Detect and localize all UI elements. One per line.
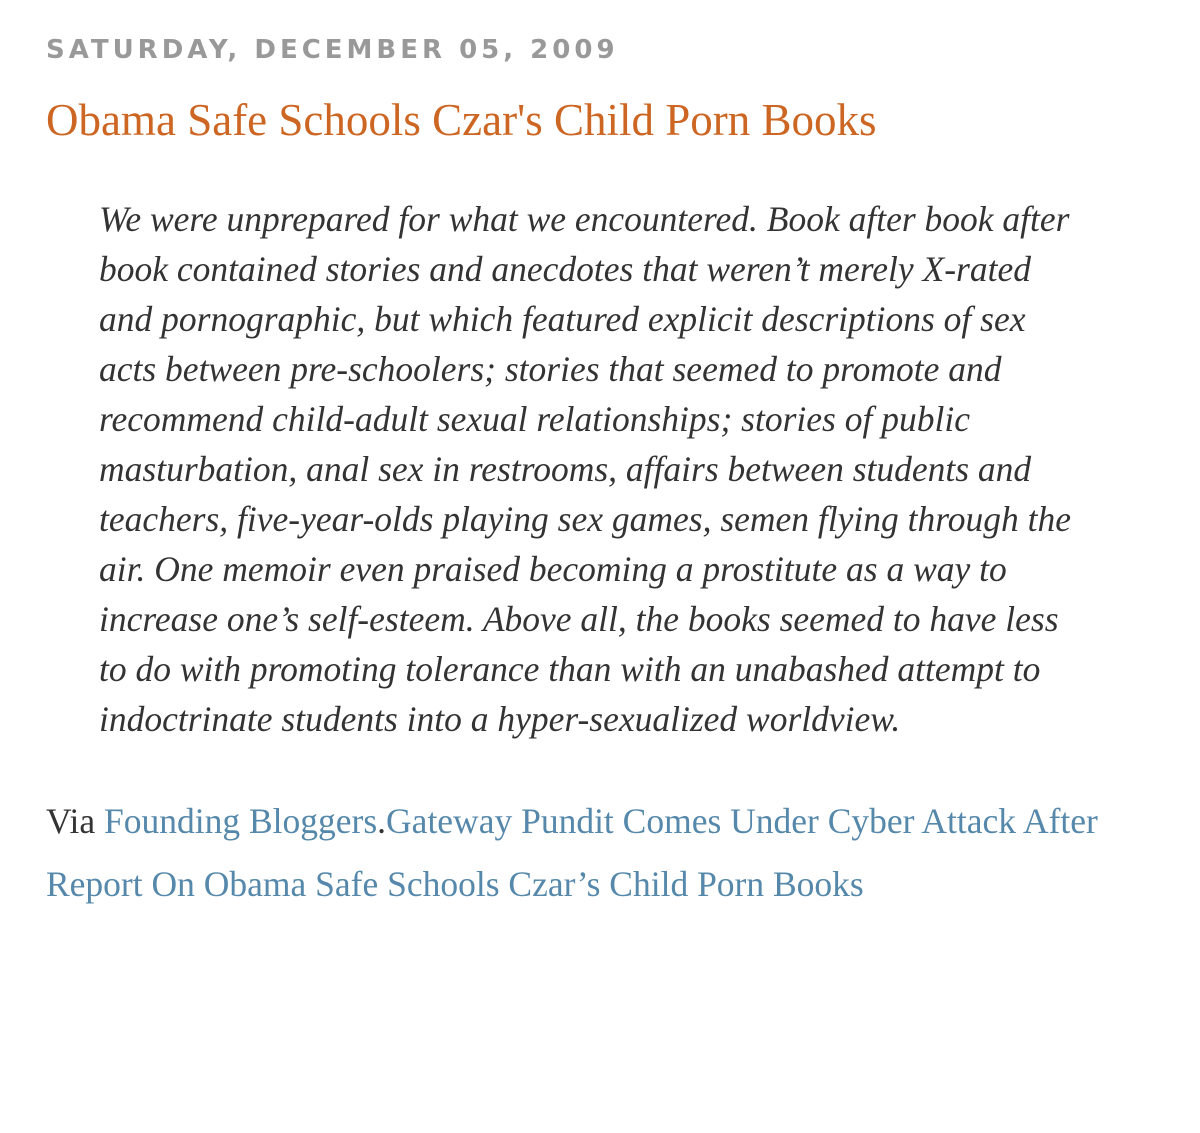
via-prefix: Via — [46, 801, 104, 841]
via-separator: . — [377, 801, 387, 841]
via-line — [46, 790, 1156, 916]
post-blockquote: We were unprepared for what we encountered. Book after book after book contained stories and anecdotes that weren’t merely X-rated and pornographic, but which featured explicit descriptions of sex acts between pre-schoolers; stories that seemed to promote and recommend child-adult sexual relationships; stories of public masturbation, anal sex in restrooms, affairs between students and teachers, five-year-olds playing sex games, semen flying through the air. One memoir even praised becoming a prostitute as a way to increase one’s self-esteem. Above all, the books seemed to have less to do with promoting tolerance than with an unabashed attempt to indoctrinate students into a hyper-sexualized worldview. — [99, 199, 1072, 739]
date-header: SATURDAY, DECEMBER 05, 2009 — [46, 35, 619, 65]
blog-post — [46, 30, 1166, 916]
post-title[interactable]: Obama Safe Schools Czar's Child Porn Books — [46, 95, 877, 145]
gateway-pundit-link[interactable]: Gateway Pundit Comes Under Cyber Attack After Report On Obama Safe Schools Czar’s Child Porn Books — [46, 801, 1098, 904]
founding-bloggers-link[interactable]: Founding Bloggers — [104, 801, 378, 841]
